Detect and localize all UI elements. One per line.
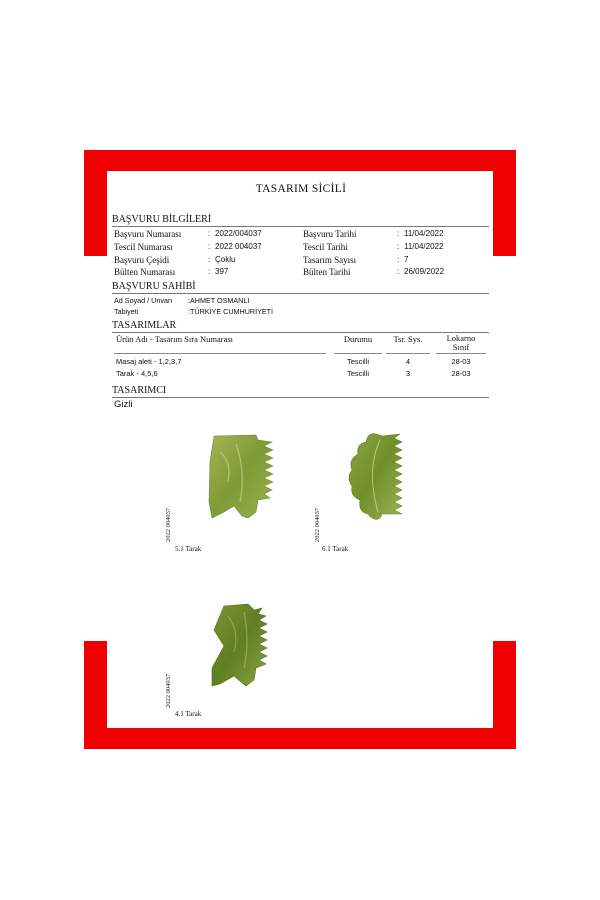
colon: :: [208, 229, 211, 238]
header-underline-name: [114, 353, 326, 354]
owner-nationality-value: :TÜRKİYE CUMHURİYETİ: [188, 307, 274, 316]
column-header-name: Ürün Adı - Tasarım Sıra Numarası: [116, 334, 234, 344]
colon: :: [397, 267, 400, 276]
frame-top-bar: [84, 150, 516, 171]
field-value: 397: [215, 267, 229, 276]
figure-4-1: [160, 600, 290, 730]
header-underline-locarno: [436, 353, 486, 354]
field-label: Başvuru Tarihi: [303, 229, 357, 239]
field-label: Bülten Numarası: [114, 267, 176, 277]
column-header-status: Durumu: [343, 334, 373, 344]
section-heading-owner: BAŞVURU SAHİBİ: [112, 281, 489, 294]
field-value: 2022 004037: [215, 242, 262, 251]
figure-caption: 6.1 Tarak: [322, 545, 349, 553]
jade-comb-icon: [206, 602, 272, 692]
field-label: Bülten Tarihi: [303, 267, 351, 277]
field-value: 11/04/2022: [404, 242, 444, 251]
section-heading-designer: TASARIMCI: [112, 385, 489, 398]
header-underline-status: [334, 353, 382, 354]
designer-value: Gizli: [114, 399, 133, 410]
owner-name-label: Ad Soyad / Unvan: [114, 296, 172, 305]
colon: :: [397, 229, 400, 238]
field-value: 7: [404, 255, 409, 264]
figure-caption: 5.1 Tarak: [175, 545, 202, 553]
colon: :: [397, 255, 400, 264]
row-count: 3: [405, 369, 411, 378]
section-heading-application: BAŞVURU BİLGİLERİ: [112, 214, 489, 227]
locarno-line2: Sınıf: [452, 342, 470, 352]
colon: :: [208, 242, 211, 251]
column-header-count: Tsr. Sys.: [393, 334, 423, 344]
colon: :: [208, 255, 211, 264]
row-name: Masaj aleti - 1,2,3,7: [116, 357, 182, 366]
field-label: Tescil Tarihi: [303, 242, 348, 252]
owner-nationality-label: Tabiyeti: [114, 307, 139, 316]
field-label: Tasarım Sayısı: [303, 255, 357, 265]
field-label: Başvuru Çeşidi: [114, 255, 170, 265]
figure-caption: 4.1 Tarak: [175, 710, 202, 718]
row-locarno: 28-03: [451, 369, 471, 378]
frame-right-top: [493, 150, 516, 256]
figure-5-1: [160, 430, 290, 560]
field-value: 26/09/2022: [404, 267, 445, 276]
row-locarno: 28-03: [451, 357, 471, 366]
row-status: Tescilli: [346, 357, 370, 366]
figure-6-1: [306, 430, 436, 560]
field-label: Tescil Numarası: [114, 242, 173, 252]
frame-left-top: [84, 150, 107, 256]
row-status: Tescilli: [346, 369, 370, 378]
field-label: Başvuru Numarası: [114, 229, 182, 239]
field-value: Çoklu: [215, 255, 236, 264]
jade-scalloped-comb-icon: [346, 430, 406, 525]
colon: :: [397, 242, 400, 251]
row-count: 4: [405, 357, 411, 366]
row-name: Tarak - 4,5,6: [116, 369, 158, 378]
colon: :: [208, 267, 211, 276]
section-heading-designs: TASARIMLAR: [112, 320, 489, 333]
figure-number: 2022 004037: [165, 507, 172, 542]
header-underline-count: [386, 353, 430, 354]
locarno-line1: Lokarno: [446, 333, 476, 343]
figure-number: 2022 004037: [165, 673, 172, 708]
field-value: 11/04/2022: [404, 229, 444, 238]
column-header-locarno: [436, 334, 486, 352]
figure-number: 2022 004037: [314, 507, 321, 542]
jade-comb-icon: [206, 432, 276, 527]
field-value: 2022/004037: [215, 229, 262, 238]
owner-name-value: :AHMET OSMANLI: [188, 296, 250, 305]
frame-bottom-bar: [84, 728, 516, 749]
page-title: TASARIM SİCİLİ: [255, 183, 347, 195]
